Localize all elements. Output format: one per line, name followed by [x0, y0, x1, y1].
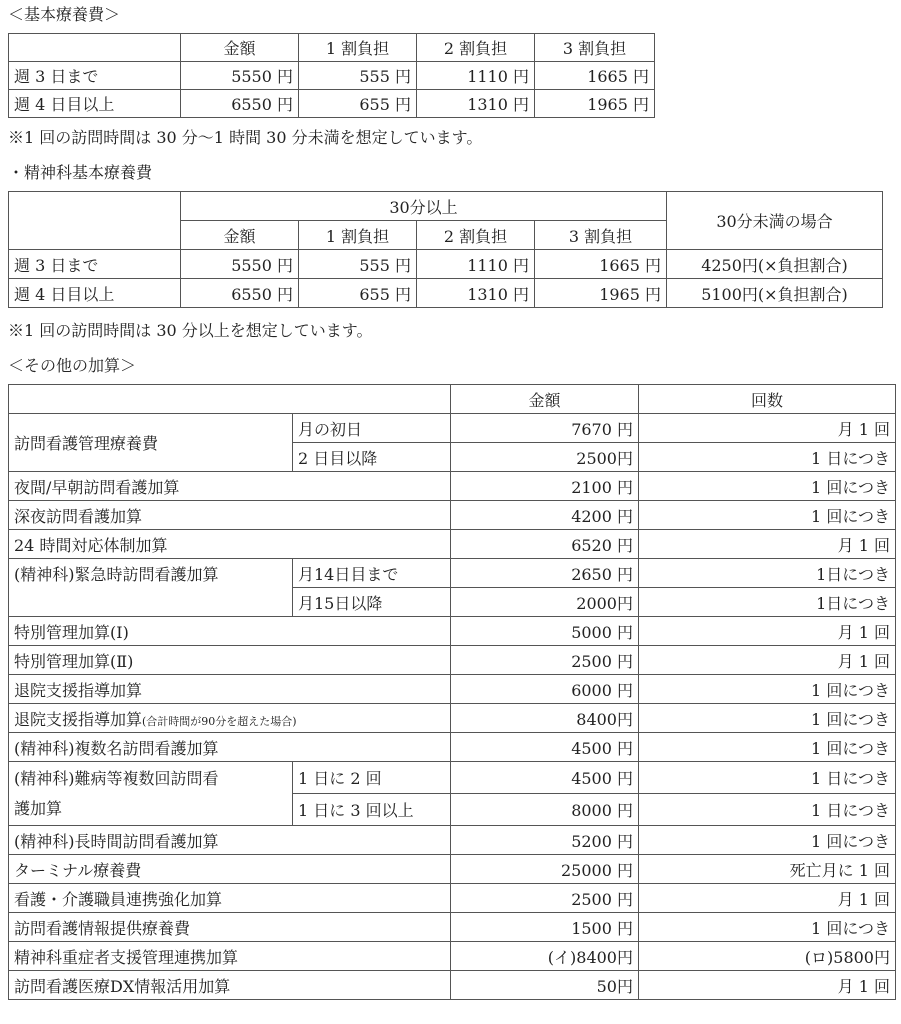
- table-row: [9, 884, 896, 913]
- amount-cell: 25000 円: [451, 855, 639, 884]
- amount-cell: 8400円: [451, 704, 639, 733]
- burden-20-header: 2 割負担: [417, 221, 535, 250]
- amount-cell: 2650 円: [451, 559, 639, 588]
- empty-header-cell: [9, 385, 451, 414]
- row-label: 精神科重症者支援管理連携加算: [9, 942, 451, 971]
- amount-cell: 6550 円: [181, 90, 299, 118]
- row-label-cell: [9, 704, 451, 733]
- amount-header: 金額: [451, 385, 639, 414]
- table-row: [9, 733, 896, 762]
- other-additions-heading: ＜その他の加算＞: [8, 356, 137, 375]
- row-label: 深夜訪問看護加算: [9, 501, 451, 530]
- burden-10-header: 1 割負担: [299, 34, 417, 62]
- count-header: 回数: [639, 385, 896, 414]
- row-label: 訪問看護管理療養費: [9, 414, 293, 472]
- table-row: [9, 942, 896, 971]
- sub-label: 2 日目以降: [293, 443, 451, 472]
- count-cell: 月 1 回: [639, 530, 896, 559]
- amount-cell: 6520 円: [451, 530, 639, 559]
- table-row: [9, 250, 883, 279]
- burden-20-cell: 1310 円: [417, 279, 535, 308]
- burden-20-cell: 1310 円: [417, 90, 535, 118]
- psychiatric-fee-note: ※1 回の訪問時間は 30 分以上を想定しています。: [8, 321, 373, 340]
- psychiatric-fee-heading: ・精神科基本療養費: [8, 163, 153, 182]
- amount-cell: 7670 円: [451, 414, 639, 443]
- row-label: 看護・介護職員連携強化加算: [9, 884, 451, 913]
- table-row: [9, 501, 896, 530]
- amount-cell: 5200 円: [451, 826, 639, 855]
- sub-label: 月の初日: [293, 414, 451, 443]
- row-label: 夜間/早朝訪問看護加算: [9, 472, 451, 501]
- table-row: [9, 617, 896, 646]
- amount-cell: 5550 円: [181, 250, 299, 279]
- count-cell: 月 1 回: [639, 884, 896, 913]
- amount-cell: 2500円: [451, 443, 639, 472]
- amount-header: 金額: [181, 34, 299, 62]
- count-cell: 1 回につき: [639, 826, 896, 855]
- amount-cell: 5550 円: [181, 62, 299, 90]
- amount-cell: 2500 円: [451, 646, 639, 675]
- table-row: [9, 472, 896, 501]
- count-cell: 1 回につき: [639, 501, 896, 530]
- count-cell: 1 回につき: [639, 733, 896, 762]
- row-label: 特別管理加算(Ⅰ): [9, 617, 451, 646]
- row-label: ターミナル療養費: [9, 855, 451, 884]
- table-header-row: [9, 385, 896, 414]
- row-label-note: (合計時間が90分を超えた場合): [142, 714, 297, 728]
- table-row: [9, 559, 896, 588]
- amount-header: 金額: [181, 221, 299, 250]
- amount-cell: 50円: [451, 971, 639, 1000]
- table-row: [9, 855, 896, 884]
- row-label: 週 3 日まで: [9, 62, 181, 90]
- table-row: [9, 704, 896, 733]
- burden-10-cell: 655 円: [299, 279, 417, 308]
- under-30min-cell: 5100円(×負担割合): [667, 279, 883, 308]
- other-additions-table: [8, 384, 896, 1000]
- row-label: 週 3 日まで: [9, 250, 181, 279]
- table-row: [9, 675, 896, 704]
- row-label: 訪問看護医療DX情報活用加算: [9, 971, 451, 1000]
- count-cell: 死亡月に 1 回: [639, 855, 896, 884]
- burden-30-header: 3 割負担: [535, 34, 655, 62]
- burden-10-header: 1 割負担: [299, 221, 417, 250]
- count-cell: 1 回につき: [639, 675, 896, 704]
- table-row: [9, 279, 883, 308]
- count-cell: 月 1 回: [639, 617, 896, 646]
- burden-20-cell: 1110 円: [417, 62, 535, 90]
- row-label: 特別管理加算(Ⅱ): [9, 646, 451, 675]
- basic-fee-heading: ＜基本療養費＞: [8, 5, 121, 24]
- table-row: [9, 414, 896, 443]
- amount-cell: (イ)8400円: [451, 942, 639, 971]
- burden-10-cell: 655 円: [299, 90, 417, 118]
- table-row: [9, 530, 896, 559]
- amount-cell: 2000円: [451, 588, 639, 617]
- amount-cell: 2500 円: [451, 884, 639, 913]
- row-label: (精神科)長時間訪問看護加算: [9, 826, 451, 855]
- count-cell: 1 日につき: [639, 443, 896, 472]
- psychiatric-fee-table: [8, 191, 883, 308]
- count-cell: 1 日につき: [639, 794, 896, 826]
- table-row: [9, 913, 896, 942]
- burden-20-cell: 1110 円: [417, 250, 535, 279]
- table-row: [9, 90, 655, 118]
- count-cell: 1日につき: [639, 588, 896, 617]
- amount-cell: 8000 円: [451, 794, 639, 826]
- table-row: [9, 62, 655, 90]
- sub-label: 1 日に 3 回以上: [293, 794, 451, 826]
- amount-cell: 6550 円: [181, 279, 299, 308]
- amount-cell: 4500 円: [451, 762, 639, 794]
- count-cell: (ロ)5800円: [639, 942, 896, 971]
- amount-cell: 6000 円: [451, 675, 639, 704]
- basic-fee-note: ※1 回の訪問時間は 30 分〜1 時間 30 分未満を想定しています。: [8, 128, 483, 147]
- amount-cell: 5000 円: [451, 617, 639, 646]
- burden-20-header: 2 割負担: [417, 34, 535, 62]
- over-30min-header: 30分以上: [181, 192, 667, 221]
- table-row: [9, 826, 896, 855]
- amount-cell: 1500 円: [451, 913, 639, 942]
- row-label: (精神科)複数名訪問看護加算: [9, 733, 451, 762]
- count-cell: 1 回につき: [639, 704, 896, 733]
- burden-10-cell: 555 円: [299, 62, 417, 90]
- row-label: 週 4 日目以上: [9, 90, 181, 118]
- count-cell: 1日につき: [639, 559, 896, 588]
- row-label: 24 時間対応体制加算: [9, 530, 451, 559]
- amount-cell: 4500 円: [451, 733, 639, 762]
- under-30min-cell: 4250円(×負担割合): [667, 250, 883, 279]
- under-30min-header: 30分未満の場合: [667, 192, 883, 250]
- count-cell: 1 回につき: [639, 472, 896, 501]
- burden-30-cell: 1665 円: [535, 250, 667, 279]
- count-cell: 1 日につき: [639, 762, 896, 794]
- row-label: 週 4 日目以上: [9, 279, 181, 308]
- empty-header-cell: [9, 192, 181, 250]
- table-row: [9, 971, 896, 1000]
- sub-label: 月14日目まで: [293, 559, 451, 588]
- row-label: (精神科)緊急時訪問看護加算: [9, 559, 293, 617]
- row-label-line2: 護加算: [14, 798, 63, 818]
- table-row: [9, 762, 896, 794]
- sub-label: 月15日以降: [293, 588, 451, 617]
- table-header-row: [9, 192, 883, 221]
- burden-30-header: 3 割負担: [535, 221, 667, 250]
- empty-header-cell: [9, 34, 181, 62]
- amount-cell: 4200 円: [451, 501, 639, 530]
- row-label-cell: [9, 762, 293, 826]
- basic-fee-table: [8, 33, 655, 118]
- count-cell: 月 1 回: [639, 414, 896, 443]
- count-cell: 1 回につき: [639, 913, 896, 942]
- burden-30-cell: 1965 円: [535, 90, 655, 118]
- sub-label: 1 日に 2 回: [293, 762, 451, 794]
- table-header-row: [9, 34, 655, 62]
- burden-30-cell: 1965 円: [535, 279, 667, 308]
- burden-10-cell: 555 円: [299, 250, 417, 279]
- row-label: 退院支援指導加算: [14, 709, 143, 729]
- burden-30-cell: 1665 円: [535, 62, 655, 90]
- row-label: 退院支援指導加算: [9, 675, 451, 704]
- table-row: [9, 646, 896, 675]
- count-cell: 月 1 回: [639, 646, 896, 675]
- count-cell: 月 1 回: [639, 971, 896, 1000]
- row-label-line1: (精神科)難病等複数回訪問看: [14, 768, 219, 788]
- row-label: 訪問看護情報提供療養費: [9, 913, 451, 942]
- amount-cell: 2100 円: [451, 472, 639, 501]
